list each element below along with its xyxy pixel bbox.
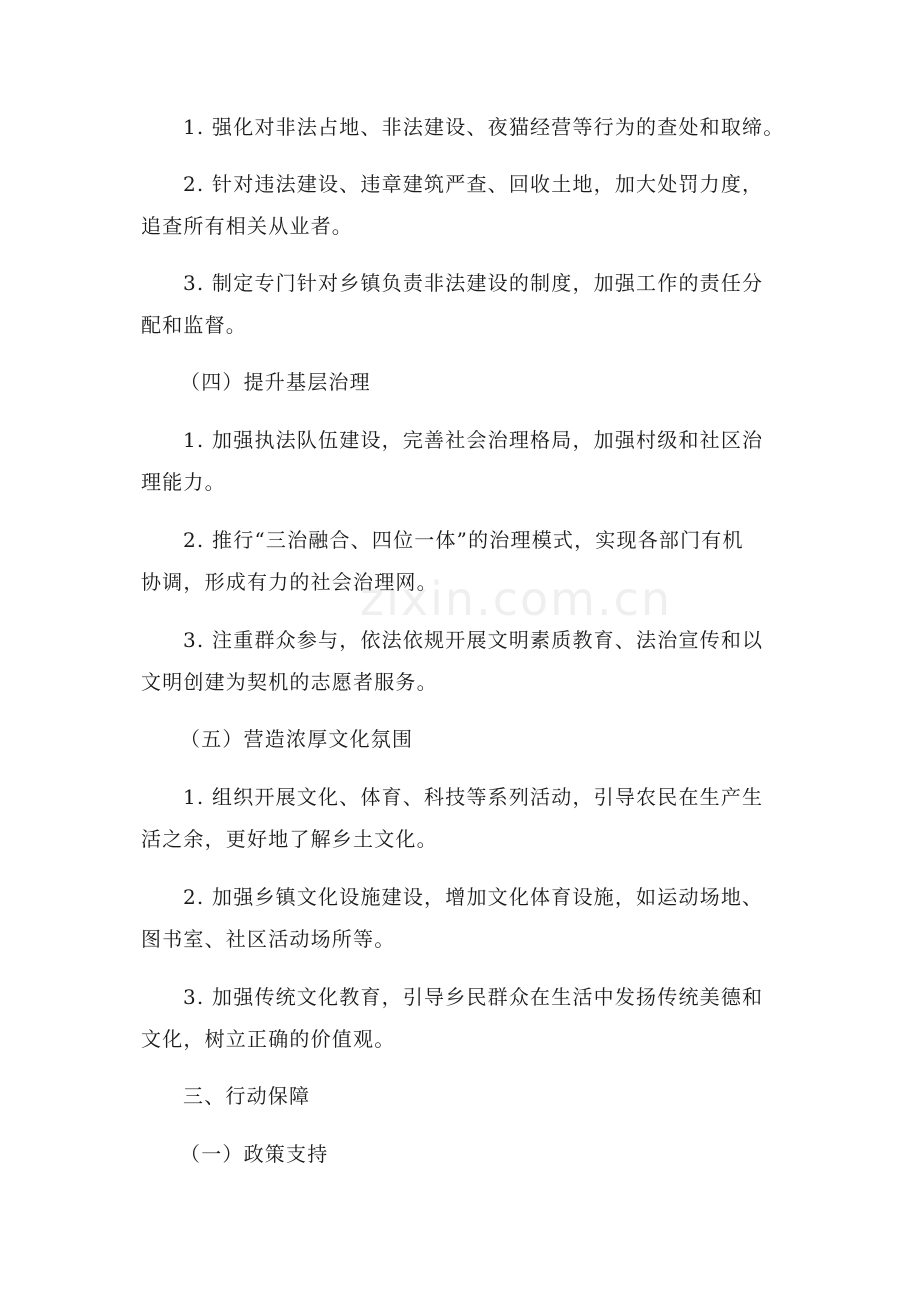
paragraph-line: 文明创建为契机的志愿者服务。 — [141, 670, 438, 694]
paragraph-line: 文化，树立正确的价值观。 — [141, 1027, 396, 1051]
paragraph-line: 1. 强化对非法占地、非法建设、夜猫经营等行为的查处和取缔。 — [183, 115, 785, 139]
paragraph-line: 1. 加强执法队伍建设，完善社会治理格局，加强村级和社区治 — [183, 428, 764, 452]
paragraph-line: 3. 注重群众参与，依法依规开展文明素质教育、法治宣传和以 — [183, 628, 764, 652]
section-heading: （五）营造浓厚文化氛围 — [180, 727, 414, 751]
paragraph-line: 追查所有相关从业者。 — [141, 214, 353, 238]
section-heading: （一）政策支持 — [180, 1142, 329, 1166]
paragraph-line: 2. 针对违法建设、违章建筑严查、回收土地，加大处罚力度， — [183, 172, 764, 196]
paragraph-line: 2. 推行“三治融合、四位一体”的治理模式，实现各部门有机 — [183, 528, 744, 552]
watermark: zixin.com.cn — [360, 572, 673, 626]
paragraph-line: 3. 制定专门针对乡镇负责非法建设的制度，加强工作的责任分 — [183, 271, 764, 295]
paragraph-line: 活之余，更好地了解乡土文化。 — [141, 827, 438, 851]
section-heading: 三、行动保障 — [183, 1084, 311, 1108]
paragraph-line: 配和监督。 — [141, 313, 247, 337]
paragraph-line: 理能力。 — [141, 470, 226, 494]
paragraph-line: 协调，形成有力的社会治理网。 — [141, 570, 438, 594]
paragraph-line: 图书室、社区活动场所等。 — [141, 927, 396, 951]
paragraph-line: 1. 组织开展文化、体育、科技等系列活动，引导农民在生产生 — [183, 785, 764, 809]
paragraph-line: 3. 加强传统文化教育，引导乡民群众在生活中发扬传统美德和 — [183, 985, 764, 1009]
section-heading: （四）提升基层治理 — [180, 370, 371, 394]
paragraph-line: 2. 加强乡镇文化设施建设，增加文化体育设施，如运动场地、 — [183, 885, 764, 909]
